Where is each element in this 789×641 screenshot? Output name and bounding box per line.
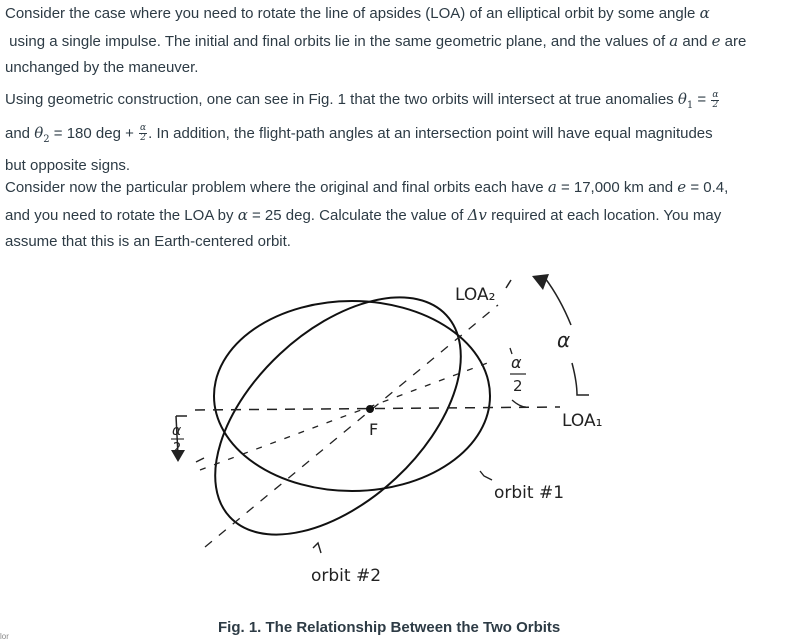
text-p2-e: but opposite signs. <box>5 157 131 174</box>
theta1-subscript: 1 <box>686 100 694 111</box>
label-loa2: LOA₂ <box>455 285 496 305</box>
fraction-numerator: α <box>712 89 719 100</box>
label-half-alpha-num-center: α <box>511 353 522 372</box>
fraction-alpha-over-2-second <box>139 124 147 143</box>
text-p2-b: and <box>5 124 31 142</box>
text-p1-c: are <box>724 32 747 50</box>
label-focus: F <box>369 420 379 439</box>
fraction-denominator: 2 <box>712 99 719 110</box>
label-half-alpha-num-left: α <box>172 423 182 439</box>
theta2-subscript: 2 <box>43 133 50 145</box>
fraction-numerator-2: α <box>140 123 147 134</box>
label-half-alpha-den-center: 2 <box>513 377 523 395</box>
paragraph-particular-problem <box>5 174 775 256</box>
math-alpha-2: α <box>237 205 248 224</box>
alpha-arrowhead-icon <box>532 274 549 290</box>
text-p3-e: = 25 deg. Calculate the value of <box>252 206 464 224</box>
orbit-2-pointer <box>313 543 321 553</box>
focus-point <box>366 405 374 413</box>
text-p3-f: required at each location. You may <box>491 206 722 224</box>
text-p1-b: using a single impulse. The initial and final orbits lie in the same geometric plane, and the values of <box>9 32 666 50</box>
loa1-dashed-line <box>195 407 560 410</box>
math-a-2: a <box>547 178 557 196</box>
text-p2-d: . In addition, the flight-path angles at an intersection point will have equal magnitudes <box>148 124 713 142</box>
text-p1-a: Consider the case where you need to rotate the line of apsides (LOA) of an elliptical orbit by some angle <box>5 5 696 22</box>
math-equals: = <box>693 91 711 108</box>
alpha-arc-lower <box>572 363 589 395</box>
fraction-denominator-2: 2 <box>140 133 146 144</box>
fraction-alpha-over-2 <box>711 91 719 110</box>
corner-fragment-text: lor <box>0 632 9 641</box>
orbit-1-ellipse <box>214 301 490 491</box>
math-e: e <box>711 31 721 50</box>
paragraph-geometric-construction <box>5 86 775 180</box>
orbit-1-pointer <box>480 471 492 480</box>
orbit-diagram <box>0 250 789 641</box>
text-p1-d: unchanged by the maneuver. <box>5 59 199 76</box>
text-p1-and: and <box>682 32 708 50</box>
text-p3-c: = 0.4, <box>690 179 729 196</box>
figure-caption: Fig. 1. The Relationship Between the Two Orbits <box>218 619 561 636</box>
loa2-tick <box>506 280 511 288</box>
text-p2-c: = 180 deg + <box>53 124 134 142</box>
label-half-alpha-den-left: 2 <box>173 441 182 456</box>
math-alpha: α <box>699 4 710 22</box>
math-theta2 <box>34 123 50 145</box>
math-theta1 <box>677 90 694 111</box>
text-p3-b: = 17,000 km and <box>560 179 674 196</box>
bisector-dashed-line <box>200 362 490 470</box>
text-p3-g: assume that this is an Earth-centered orbit. <box>5 233 291 250</box>
label-orbit-2: orbit #2 <box>311 566 382 586</box>
alpha-arc-upper <box>545 278 571 325</box>
theta2-symbol: θ <box>34 123 44 142</box>
math-a: a <box>669 31 679 50</box>
paragraph-problem-setup <box>5 0 775 82</box>
text-p3-d: and you need to rotate the LOA by <box>5 206 234 224</box>
math-e-2: e <box>677 178 687 196</box>
label-loa1: LOA₁ <box>562 411 603 431</box>
theta1-symbol: θ <box>677 90 687 108</box>
text-p2-a: Using geometric construction, one can see in Fig. 1 that the two orbits will intersect at true anomalies <box>5 91 674 108</box>
label-alpha: α <box>557 328 571 352</box>
math-delta-v: Δv <box>467 205 487 224</box>
text-p3-a: Consider now the particular problem where the original and final orbits each have <box>5 179 544 196</box>
label-orbit-1: orbit #1 <box>494 483 565 503</box>
